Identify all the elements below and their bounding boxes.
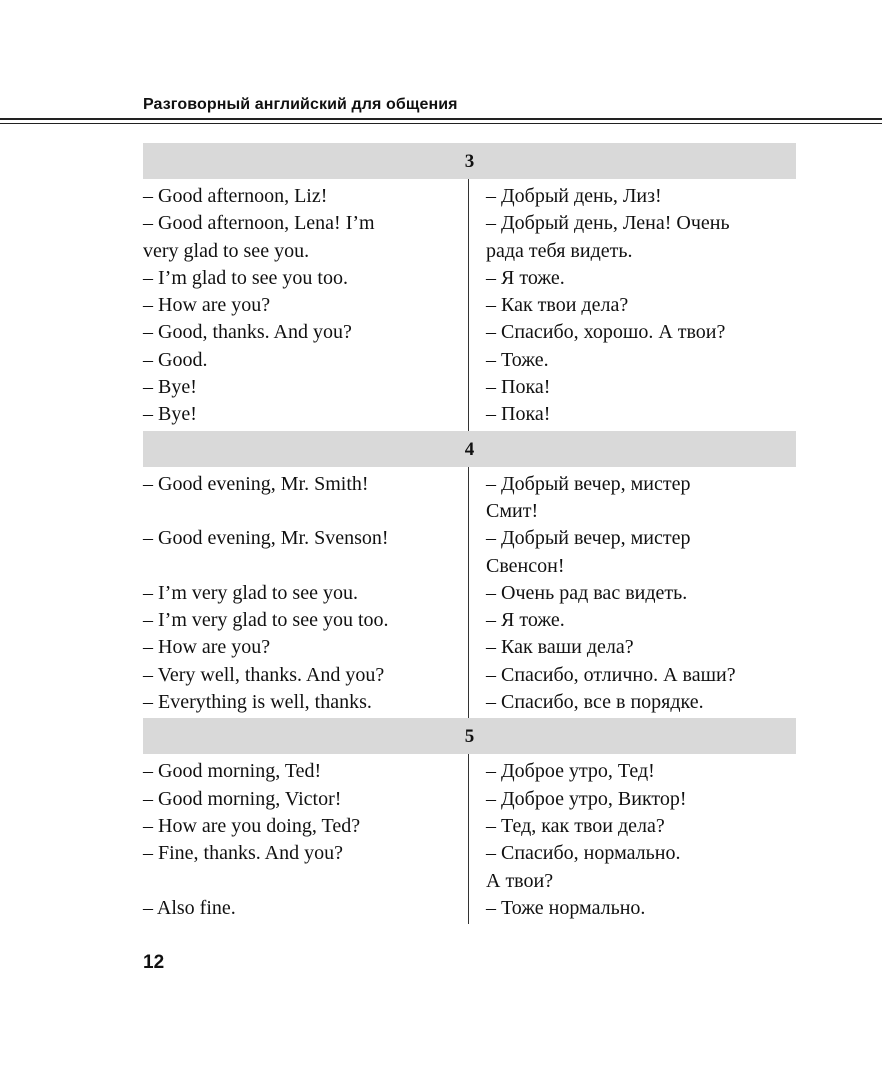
english-column bbox=[143, 183, 468, 429]
column-divider bbox=[468, 179, 469, 431]
line-spacer bbox=[143, 553, 468, 580]
dialogue-section bbox=[143, 718, 796, 924]
russian-line: – Доброе утро, Тед! bbox=[486, 760, 655, 783]
english-column bbox=[143, 471, 468, 717]
header-rule-thin bbox=[0, 123, 882, 124]
english-line: – Good morning, Victor! bbox=[143, 787, 342, 810]
english-line: – How are you? bbox=[143, 294, 271, 317]
english-line: – Also fine. bbox=[143, 896, 236, 919]
russian-line: рада тебя видеть. bbox=[486, 239, 633, 262]
english-line: – Everything is well, thanks. bbox=[143, 691, 372, 714]
column-divider bbox=[468, 467, 469, 719]
english-line: – Good, thanks. And you? bbox=[143, 321, 352, 344]
russian-line: – Я тоже. bbox=[486, 266, 565, 289]
line-spacer bbox=[143, 498, 468, 525]
russian-line: – Как ваши дела? bbox=[486, 636, 634, 659]
english-line: – Good afternoon, Liz! bbox=[143, 185, 328, 207]
english-line: – Good morning, Ted! bbox=[143, 760, 322, 783]
english-line: – How are you? bbox=[143, 636, 271, 659]
section-number: 4 bbox=[143, 431, 796, 467]
russian-line: – Пока! bbox=[486, 376, 551, 399]
russian-line: – Я тоже. bbox=[486, 609, 565, 632]
russian-line: Смит! bbox=[486, 499, 539, 522]
page-number: 12 bbox=[143, 952, 165, 973]
section-number: 3 bbox=[143, 143, 796, 179]
russian-line: – Спасибо, хорошо. А твои? bbox=[486, 321, 726, 344]
line-spacer bbox=[143, 868, 468, 895]
russian-column bbox=[468, 758, 796, 922]
russian-line: – Тоже. bbox=[486, 348, 549, 371]
dialogue-section bbox=[143, 143, 796, 431]
english-line: – How are you doing, Ted? bbox=[143, 814, 361, 837]
section-body bbox=[143, 179, 796, 431]
english-line: – I’m very glad to see you too. bbox=[143, 609, 389, 632]
section-body bbox=[143, 467, 796, 719]
russian-line: – Спасибо, нормально. bbox=[486, 842, 681, 865]
english-line: – I’m very glad to see you. bbox=[143, 581, 358, 604]
russian-line: – Пока! bbox=[486, 403, 551, 426]
english-line: – Good. bbox=[143, 348, 208, 371]
russian-line: – Добрый вечер, мистер bbox=[486, 472, 691, 495]
english-line: – I’m glad to see you too. bbox=[143, 266, 348, 289]
english-line: – Good evening, Mr. Smith! bbox=[143, 472, 369, 495]
column-divider bbox=[468, 754, 469, 924]
header-rule-thick bbox=[0, 118, 882, 120]
russian-line: – Добрый вечер, мистер bbox=[486, 527, 691, 550]
russian-column bbox=[468, 183, 796, 429]
section-body bbox=[143, 754, 796, 924]
russian-line: Свенсон! bbox=[486, 554, 565, 577]
russian-line: А твои? bbox=[486, 869, 554, 892]
english-line: – Bye! bbox=[143, 376, 197, 399]
russian-line: – Очень рад вас видеть. bbox=[486, 581, 688, 604]
russian-line: – Добрый день, Лена! Очень bbox=[486, 212, 730, 235]
english-line: – Good afternoon, Lena! I’m bbox=[143, 212, 375, 235]
section-number: 5 bbox=[143, 718, 796, 754]
russian-column bbox=[468, 471, 796, 717]
russian-line: – Добрый день, Лиз! bbox=[486, 185, 662, 207]
russian-line: – Как твои дела? bbox=[486, 294, 629, 317]
russian-line: – Спасибо, все в порядке. bbox=[486, 691, 704, 714]
english-line: very glad to see you. bbox=[143, 239, 310, 262]
english-line: – Good evening, Mr. Svenson! bbox=[143, 527, 389, 550]
english-line: – Bye! bbox=[143, 403, 197, 426]
running-head: Разговорный английский для общения bbox=[143, 96, 458, 113]
dialogue-section bbox=[143, 431, 796, 719]
russian-line: – Тоже нормально. bbox=[486, 896, 646, 919]
dialogue-sections bbox=[143, 143, 796, 924]
english-line: – Fine, thanks. And you? bbox=[143, 842, 343, 865]
english-column bbox=[143, 758, 468, 922]
english-line: – Very well, thanks. And you? bbox=[143, 663, 385, 686]
russian-line: – Доброе утро, Виктор! bbox=[486, 787, 687, 810]
russian-line: – Спасибо, отлично. А ваши? bbox=[486, 663, 736, 686]
russian-line: – Тед, как твои дела? bbox=[486, 814, 665, 837]
